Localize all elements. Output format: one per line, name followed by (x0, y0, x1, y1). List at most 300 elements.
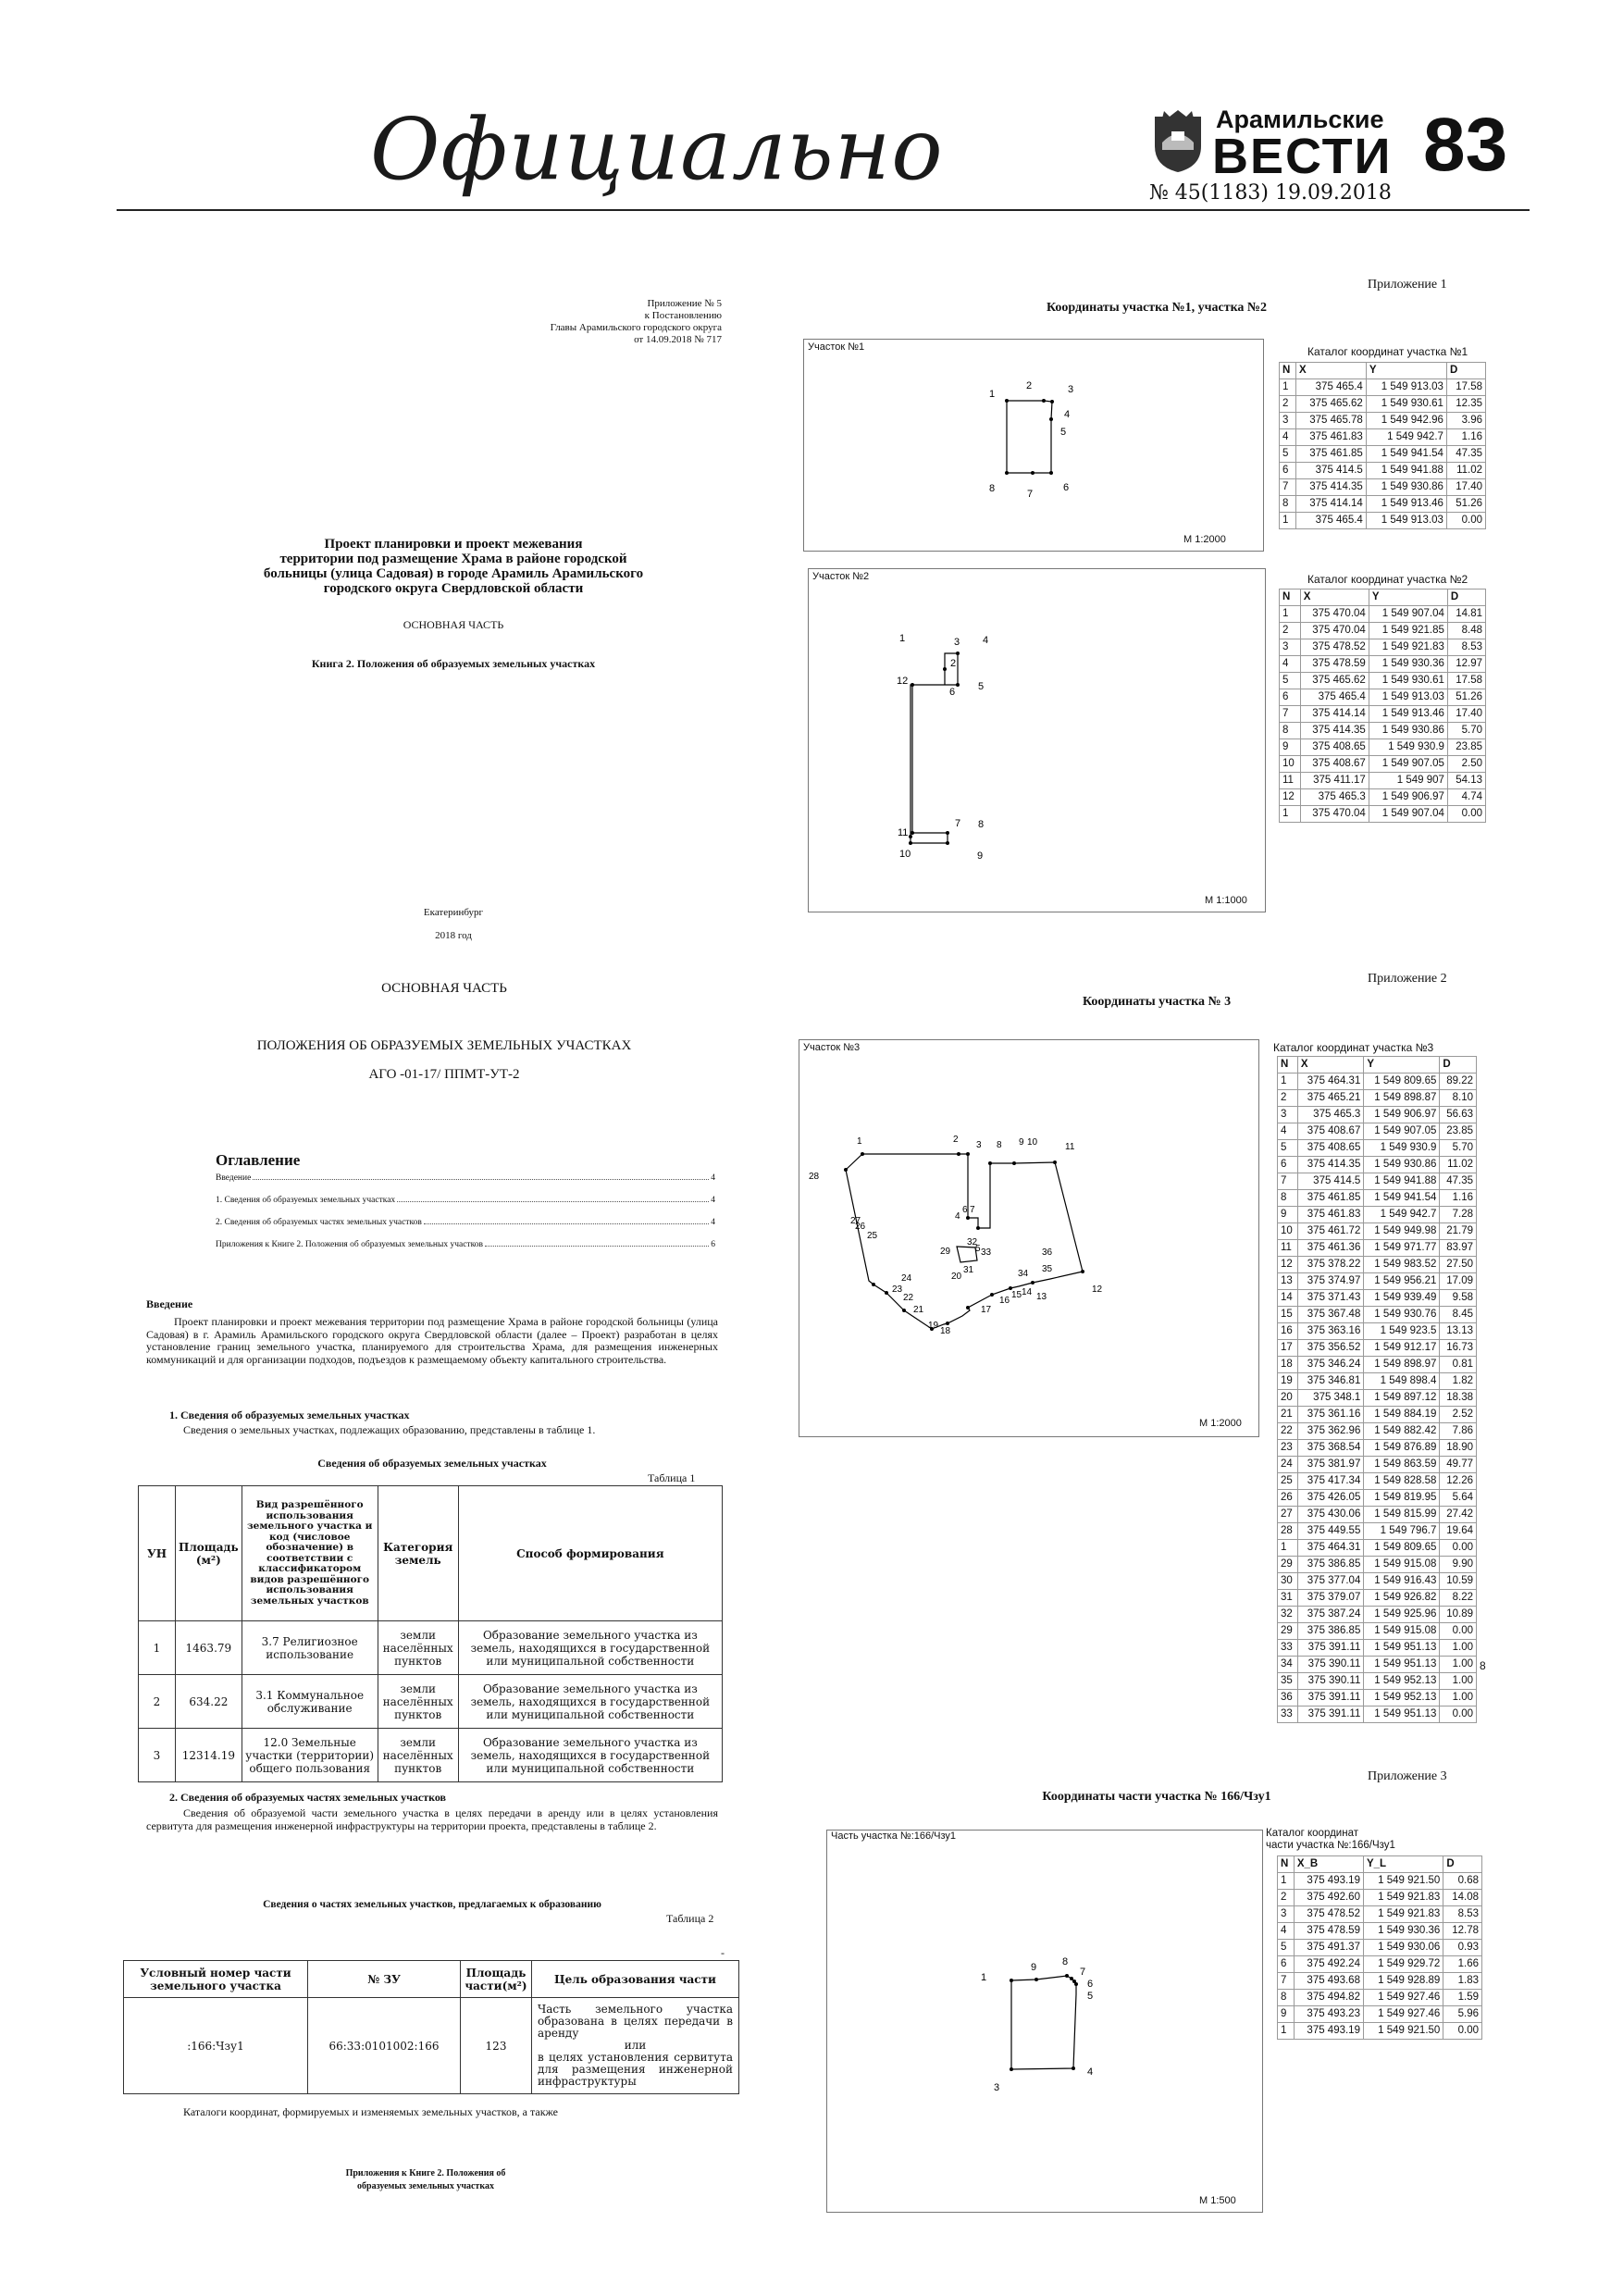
catalog-cell: 375 363.16 (1297, 1323, 1363, 1340)
plot1-scale: М 1:2000 (1183, 534, 1226, 545)
point-label: 12 (1092, 1285, 1103, 1295)
logo-bottom-text: ВЕСТИ (1212, 129, 1393, 184)
t1-cell: 2 (139, 1675, 176, 1729)
catalog-cell: 12.35 (1446, 396, 1485, 413)
catalog-cell: 0.00 (1447, 806, 1485, 823)
toc-item[interactable] (216, 1173, 715, 1183)
catalog-cell: 1 549 926.82 (1364, 1590, 1440, 1607)
table-row (1278, 1223, 1477, 1240)
table-row (1278, 1490, 1477, 1507)
table-row (1278, 1074, 1477, 1090)
point-label: 32 (967, 1237, 978, 1247)
catalog-cell: 47.35 (1440, 1173, 1477, 1190)
table-row (1280, 606, 1486, 623)
table-row (1278, 1123, 1477, 1140)
catalog-cell: 10 (1280, 756, 1301, 773)
point-label: 21 (913, 1305, 924, 1315)
catalog-cell: 16.73 (1440, 1340, 1477, 1357)
catalog-cell: 29 (1278, 1557, 1298, 1573)
point-label: 8 (1062, 1956, 1069, 1967)
coat-of-arms-icon (1149, 109, 1207, 174)
point-label: 25 (867, 1231, 878, 1241)
point-label: 6 (1063, 482, 1070, 493)
table-row (1278, 1990, 1482, 2006)
section1-heading: 1. Сведения об образуемых земельных участках (169, 1409, 410, 1421)
catalog-cell: 375 492.24 (1294, 1956, 1363, 1973)
catalog-cell: 8.45 (1440, 1307, 1477, 1323)
table1-label: Таблица 1 (648, 1471, 696, 1484)
book-label: Книга 2. Положения об образуемых земельных участках (311, 657, 596, 670)
catalog-cell: 1 549 951.13 (1364, 1706, 1440, 1723)
catalog-cell: 28 (1278, 1523, 1298, 1540)
table-row (1278, 1973, 1482, 1990)
catalog-cell: 32 (1278, 1607, 1298, 1623)
catalog-cell: 375 348.1 (1297, 1390, 1363, 1407)
catalog-cell: 1 549 941.88 (1366, 463, 1446, 479)
catalog-cell: 18.38 (1440, 1390, 1477, 1407)
catalog-cell: 1 (1280, 513, 1296, 529)
catalog-cell: 27 (1278, 1507, 1298, 1523)
catalog-cell: 375 465.62 (1300, 673, 1369, 689)
coords166-title: Координаты части участка № 166/Чзу1 (1042, 1790, 1271, 1804)
catalog-cell: 7.86 (1440, 1423, 1477, 1440)
catalog-cell: 375 390.11 (1297, 1657, 1363, 1673)
catalog-cell: 1 549 907.05 (1369, 756, 1447, 773)
catalog-cell: 375 470.04 (1300, 623, 1369, 639)
catalog-cell: 9 (1278, 1207, 1298, 1223)
catalog-cell: 51.26 (1447, 689, 1485, 706)
catalog-cell: 10 (1278, 1223, 1298, 1240)
table-row (1278, 1540, 1477, 1557)
goal-line: Часть земельного участка образована в целях передачи в аренду (538, 2003, 733, 2040)
catalog-cell: 1 549 930.61 (1369, 673, 1447, 689)
catalog-cell: 12 (1278, 1257, 1298, 1273)
catalog-cell: 4.74 (1447, 789, 1485, 806)
catalog-cell: 18.90 (1440, 1440, 1477, 1457)
catalog-cell: 375 426.05 (1297, 1490, 1363, 1507)
table2-label: Таблица 2 (666, 1912, 714, 1925)
section2-text: Сведения об образуемой части земельного участка в целях передачи в аренду или в целях установления сервитута для размещения инженерной инфраструктуры на территории проекта, представлены в таблице 2. (146, 1806, 718, 1832)
point-label: 19 (928, 1321, 939, 1331)
catalog-cell: 23.85 (1440, 1123, 1477, 1140)
table-row (1278, 1706, 1477, 1723)
point-label: 26 (855, 1222, 866, 1232)
catalog-header-cell: X (1300, 590, 1369, 606)
table-row (1278, 1240, 1477, 1257)
catalog-cell: 1 (1278, 2023, 1295, 2040)
point-label: 7 (1027, 489, 1034, 500)
header-divider (117, 209, 1530, 211)
plot2-label: Участок №2 (812, 571, 870, 582)
catalog-cell: 1 549 921.83 (1363, 1890, 1443, 1906)
catalog-cell: 375 367.48 (1297, 1307, 1363, 1323)
t1-cell: 3 (139, 1729, 176, 1782)
catalog-cell: 1 549 942.7 (1366, 429, 1446, 446)
catalog-cell: 1 549 898.87 (1364, 1090, 1440, 1107)
catalog-header-cell: Y (1366, 363, 1446, 379)
catalog-cell: 17.40 (1446, 479, 1485, 496)
section1-text: Сведения о земельных участках, подлежащих образованию, представлены в таблице 1. (183, 1423, 596, 1436)
plot4-drawing (827, 1831, 1262, 2212)
catalog-cell: 14.08 (1443, 1890, 1482, 1906)
catalog-header-cell: N (1278, 1057, 1298, 1074)
catalog-cell: 17 (1278, 1340, 1298, 1357)
catalog-cell: 5 (1278, 1940, 1295, 1956)
point-label: 1 (989, 389, 996, 400)
table-row (1278, 1923, 1482, 1940)
catalog-cell: 1 (1280, 806, 1301, 823)
catalog-cell: 375 465.3 (1297, 1107, 1363, 1123)
toc-page: 4 (711, 1218, 715, 1227)
catalog-cell: 375 464.31 (1297, 1540, 1363, 1557)
catalog-cell: 375 414.35 (1297, 1157, 1363, 1173)
catalog-cell: 29 (1278, 1623, 1298, 1640)
table-row (1280, 479, 1486, 496)
t1-cell: земли населённых пунктов (378, 1675, 458, 1729)
catalog-cell: 375 356.52 (1297, 1340, 1363, 1357)
toc-label: 1. Сведения об образуемых земельных участках (216, 1196, 396, 1205)
catalog-cell: 33 (1278, 1640, 1298, 1657)
catalog-cell: 7 (1280, 706, 1301, 723)
t1-cell: 634.22 (176, 1675, 242, 1729)
catalog-cell: 1 549 941.54 (1366, 446, 1446, 463)
catalog-cell: 14 (1278, 1290, 1298, 1307)
table1 (138, 1485, 723, 1782)
catalog-cell: 19 (1278, 1373, 1298, 1390)
point-label: 14 (1022, 1287, 1033, 1297)
catalog-cell: 1 549 921.83 (1369, 639, 1447, 656)
catalog-cell: 1 549 930.86 (1364, 1157, 1440, 1173)
catalog-cell: 1 549 930.76 (1364, 1307, 1440, 1323)
toc-item[interactable] (216, 1240, 715, 1249)
catalog-text: Каталоги координат, формируемых и изменяемых земельных участков, а также (183, 2105, 558, 2118)
point-label: 22 (903, 1293, 914, 1303)
table-row (1278, 1906, 1482, 1923)
table-row (1278, 1190, 1477, 1207)
catalog-cell: 8 (1278, 1190, 1298, 1207)
catalog-cell: 375 493.68 (1294, 1973, 1363, 1990)
catalog-cell: 375 494.82 (1294, 1990, 1363, 2006)
catalog-cell: 375 492.60 (1294, 1890, 1363, 1906)
plot1-drawing (804, 340, 1263, 551)
catalog-cell: 1.16 (1446, 429, 1485, 446)
catalog3-table (1277, 1056, 1477, 1723)
catalog-cell: 1 (1278, 1873, 1295, 1890)
catalog-cell: 375 386.85 (1297, 1557, 1363, 1573)
catalog-cell: 8.48 (1447, 623, 1485, 639)
point-label: 8 (978, 819, 985, 830)
catalog4-title (1266, 1828, 1395, 1852)
table-row (1278, 1407, 1477, 1423)
toc-page: 6 (711, 1240, 715, 1249)
plot4-scale: М 1:500 (1199, 2195, 1236, 2206)
catalog-cell: 375 465.4 (1300, 689, 1369, 706)
catalog-cell: 1 549 898.4 (1364, 1373, 1440, 1390)
table-row (1280, 513, 1486, 529)
table-row (1278, 1323, 1477, 1340)
table-row (1278, 1140, 1477, 1157)
catalog-cell: 1 549 913.03 (1366, 379, 1446, 396)
table-row (1278, 1940, 1482, 1956)
catalog-cell: 375 417.34 (1297, 1473, 1363, 1490)
table-row (1278, 1257, 1477, 1273)
catalog-cell: 375 371.43 (1297, 1290, 1363, 1307)
catalog-cell: 375 461.85 (1295, 446, 1366, 463)
catalog4-title-line: Каталог координат (1266, 1828, 1358, 1839)
catalog-cell: 18 (1278, 1357, 1298, 1373)
catalog-cell: 1.00 (1440, 1690, 1477, 1706)
catalog-cell: 1 549 921.50 (1363, 2023, 1443, 2040)
table-row (1278, 1157, 1477, 1173)
table-row (124, 1998, 739, 2094)
table-row (139, 1621, 723, 1675)
catalog-cell: 8.22 (1440, 1590, 1477, 1607)
title-line: городского округа Свердловской области (323, 581, 584, 596)
catalog-cell: 21.79 (1440, 1223, 1477, 1240)
catalog-cell: 5 (1280, 446, 1296, 463)
table-row (1280, 723, 1486, 739)
table-row (1278, 1357, 1477, 1373)
catalog-cell: 3 (1278, 1107, 1298, 1123)
catalog-cell: 375 362.96 (1297, 1423, 1363, 1440)
catalog-cell: 3 (1280, 413, 1296, 429)
table-row (1278, 1107, 1477, 1123)
catalog-cell: 5 (1278, 1140, 1298, 1157)
catalog-cell: 1 549 927.46 (1363, 2006, 1443, 2023)
catalog-cell: 375 414.14 (1295, 496, 1366, 513)
catalog-cell: 1 549 828.58 (1364, 1473, 1440, 1490)
newspaper-logo (1149, 105, 1393, 184)
catalog3-title: Каталог координат участка №3 (1273, 1041, 1434, 1054)
point-label: 9 (1019, 1137, 1024, 1148)
catalog-cell: 1 549 921.85 (1369, 623, 1447, 639)
catalog-cell: 375 478.52 (1294, 1906, 1363, 1923)
table-row (1278, 1457, 1477, 1473)
point-label: 18 (940, 1326, 951, 1336)
catalog-header-cell: Y (1369, 590, 1447, 606)
t1-cell: 1463.79 (176, 1621, 242, 1675)
appendix1-label: Приложение 1 (1368, 278, 1447, 292)
catalog-cell: 8.10 (1440, 1090, 1477, 1107)
catalog-cell: 1 549 930.36 (1369, 656, 1447, 673)
t1-header: УН (139, 1486, 176, 1621)
table-row (139, 1729, 723, 1782)
catalog-cell: 4 (1278, 1123, 1298, 1140)
catalog-cell: 375 387.24 (1297, 1607, 1363, 1623)
point-label: 4 (1087, 2066, 1094, 2078)
catalog-cell: 9 (1278, 2006, 1295, 2023)
toc-page: 4 (711, 1173, 715, 1183)
catalog-cell: 30 (1278, 1573, 1298, 1590)
goal-line: в целях установления сервитута для размещения инженерной инфраструктуры (538, 2051, 733, 2088)
catalog-cell: 375 378.22 (1297, 1257, 1363, 1273)
catalog-cell: 1 549 796.7 (1364, 1523, 1440, 1540)
point-label: 34 (1018, 1269, 1029, 1279)
catalog-cell: 0.00 (1446, 513, 1485, 529)
point-label: 9 (1031, 1962, 1037, 1973)
catalog-cell: 375 381.97 (1297, 1457, 1363, 1473)
plot2-scale: М 1:1000 (1205, 895, 1247, 906)
catalog-cell: 8.53 (1443, 1906, 1482, 1923)
catalog-cell: 1 549 983.52 (1364, 1257, 1440, 1273)
catalog-cell: 7.28 (1440, 1207, 1477, 1223)
footer-line: Приложения к Книге 2. Положения об (345, 2168, 506, 2178)
catalog-cell: 24 (1278, 1457, 1298, 1473)
catalog-cell: 1 549 930.61 (1366, 396, 1446, 413)
point-label: 12 (897, 676, 909, 687)
catalog-cell: 11 (1280, 773, 1301, 789)
t2-cell: :166:Чзу1 (124, 1998, 308, 2094)
toc-item[interactable] (216, 1218, 715, 1227)
catalog-cell: 375 390.11 (1297, 1673, 1363, 1690)
catalog-cell: 1.16 (1440, 1190, 1477, 1207)
catalog-cell: 21 (1278, 1407, 1298, 1423)
catalog-cell: 1 549 906.97 (1369, 789, 1447, 806)
table1-title: Сведения об образуемых земельных участках (317, 1457, 547, 1470)
catalog-cell: 375 461.85 (1297, 1190, 1363, 1207)
catalog-cell: 6 (1278, 1956, 1295, 1973)
point-label: 6 (962, 1205, 968, 1215)
catalog-cell: 1.00 (1440, 1657, 1477, 1673)
plot2-drawing (809, 569, 1265, 912)
catalog-header-cell: Y (1364, 1057, 1440, 1074)
catalog-cell: 375 465.4 (1295, 379, 1366, 396)
table-row (1278, 1373, 1477, 1390)
point-label: 29 (940, 1247, 951, 1257)
catalog-cell: 5.96 (1443, 2006, 1482, 2023)
table-row (1280, 463, 1486, 479)
table-row (1280, 623, 1486, 639)
plot3-frame (799, 1039, 1259, 1437)
section-title: Официально (370, 100, 944, 199)
catalog-cell: 375 368.54 (1297, 1440, 1363, 1457)
catalog-cell: 3 (1278, 1906, 1295, 1923)
goal-line: или (624, 2039, 647, 2052)
catalog-cell: 1 549 925.96 (1364, 1607, 1440, 1623)
catalog-cell: 1 549 927.46 (1363, 1990, 1443, 2006)
catalog-cell: 17.40 (1447, 706, 1485, 723)
catalog-cell: 1 549 876.89 (1364, 1440, 1440, 1457)
catalog-cell: 375 391.11 (1297, 1706, 1363, 1723)
catalog-cell: 7 (1278, 1173, 1298, 1190)
toc-item[interactable] (216, 1196, 715, 1205)
table-row (1280, 789, 1486, 806)
positions-heading: ПОЛОЖЕНИЯ ОБ ОБРАЗУЕМЫХ ЗЕМЕЛЬНЫХ УЧАСТКАХ (256, 1038, 632, 1053)
catalog-cell: 1 549 930.86 (1366, 479, 1446, 496)
point-label: 5 (1087, 1991, 1094, 2002)
point-label: 7 (970, 1205, 975, 1215)
table-row (1280, 413, 1486, 429)
catalog-cell: 375 414.5 (1295, 463, 1366, 479)
catalog-cell: 2 (1280, 623, 1301, 639)
catalog-cell: 375 414.35 (1295, 479, 1366, 496)
toc-label: Введение (216, 1173, 252, 1183)
catalog-cell: 375 408.65 (1297, 1140, 1363, 1157)
point-label: 3 (954, 637, 960, 648)
catalog-cell: 375 411.17 (1300, 773, 1369, 789)
table-row (1280, 379, 1486, 396)
issue-info: № 45(1183) 19.09.2018 (1149, 181, 1392, 205)
plot3-scale: М 1:2000 (1199, 1418, 1242, 1429)
t1-cell: Образование земельного участка из земель, находящихся в государственной или муниципальной собственности (458, 1729, 722, 1782)
catalog-cell: 3 (1280, 639, 1301, 656)
catalog-cell: 11.02 (1440, 1157, 1477, 1173)
plot3-drawing (799, 1040, 1258, 1436)
table-row (1278, 1690, 1477, 1706)
appendix-line: Главы Арамильского городского округа (550, 322, 722, 333)
point-label: 1 (899, 633, 906, 644)
catalog-cell: 375 414.14 (1300, 706, 1369, 723)
table-row (1278, 1390, 1477, 1407)
catalog-header-cell: D (1446, 363, 1485, 379)
table-row (1278, 1640, 1477, 1657)
catalog-cell: 1 549 942.7 (1364, 1207, 1440, 1223)
catalog-cell: 375 346.24 (1297, 1357, 1363, 1373)
main-part-label: ОСНОВНАЯ ЧАСТЬ (403, 618, 504, 631)
catalog-cell: 1 549 907 (1369, 773, 1447, 789)
catalog-cell: 1 (1280, 606, 1301, 623)
title-line: больницы (улица Садовая) в городе Арамиль Арамильского (263, 566, 644, 581)
table-row (1278, 1673, 1477, 1690)
catalog-cell: 375 465.78 (1295, 413, 1366, 429)
table-row (1278, 1307, 1477, 1323)
point-label: 11 (898, 827, 909, 838)
catalog-cell: 8 (1278, 1990, 1295, 2006)
catalog-cell: 34 (1278, 1657, 1298, 1673)
catalog-cell: 375 461.36 (1297, 1240, 1363, 1257)
point-label: 2 (950, 658, 957, 669)
point-label: 9 (977, 850, 984, 862)
catalog-cell: 375 449.55 (1297, 1523, 1363, 1540)
catalog-cell: 1 549 897.12 (1364, 1390, 1440, 1407)
catalog-header-cell: Y_L (1363, 1856, 1443, 1873)
catalog-cell: 1 549 884.19 (1364, 1407, 1440, 1423)
footer-line: образуемых земельных участках (357, 2181, 494, 2191)
t1-cell: 3.7 Религиозное использование (242, 1621, 378, 1675)
catalog-cell: 51.26 (1446, 496, 1485, 513)
catalog-cell: 1 549 913.03 (1366, 513, 1446, 529)
table-row (1278, 1573, 1477, 1590)
catalog-cell: 375 465.3 (1300, 789, 1369, 806)
point-label: 7 (955, 818, 961, 829)
appendix-note (435, 298, 722, 346)
table-row (1280, 706, 1486, 723)
point-label: 4 (955, 1211, 960, 1222)
table-of-contents (216, 1173, 715, 1249)
point-label: 28 (809, 1172, 820, 1182)
project-title (213, 537, 694, 596)
t1-cell: 12.0 Земельные участки (территории) общего пользования (242, 1729, 378, 1782)
catalog-cell: 2.52 (1440, 1407, 1477, 1423)
catalog-cell: 16 (1278, 1323, 1298, 1340)
point-label: 31 (963, 1265, 974, 1275)
catalog-cell: 1 549 930.9 (1369, 739, 1447, 756)
catalog-cell: 1 549 863.59 (1364, 1457, 1440, 1473)
catalog-header-cell: N (1280, 363, 1296, 379)
catalog-cell: 375 379.07 (1297, 1590, 1363, 1607)
catalog1-table (1279, 362, 1486, 529)
catalog-cell: 1 549 951.13 (1364, 1657, 1440, 1673)
catalog4-title-line: части участка №:166/Чзу1 (1266, 1840, 1395, 1851)
catalog-cell: 5.64 (1440, 1490, 1477, 1507)
point-label: 24 (901, 1273, 912, 1284)
catalog-cell: 12.26 (1440, 1473, 1477, 1490)
table-row (1278, 1473, 1477, 1490)
catalog-cell: 375 391.11 (1297, 1640, 1363, 1657)
point-label: 1 (981, 1972, 987, 1983)
catalog-cell: 9.58 (1440, 1290, 1477, 1307)
catalog-cell: 375 414.35 (1300, 723, 1369, 739)
